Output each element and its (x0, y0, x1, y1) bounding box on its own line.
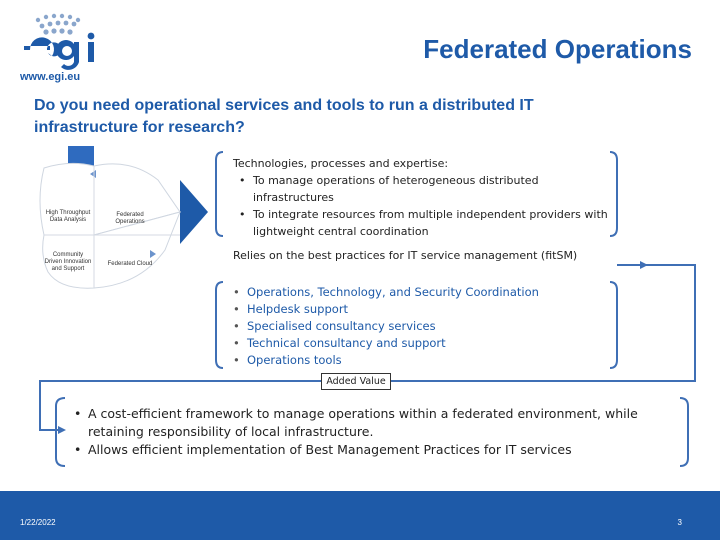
conclusion-item: • A cost-efficient framework to manage operations within a federated environment, while retaining responsibility of local infrastructure. (72, 405, 682, 441)
service-item: • Technical consultancy and support (233, 335, 613, 352)
service-item: • Helpdesk support (233, 301, 613, 318)
logo-url[interactable]: www.egi.eu (20, 71, 81, 83)
footer-date: 1/22/2022 (20, 518, 56, 527)
service-item: • Specialised consultancy services (233, 318, 613, 335)
footer-bar (0, 491, 720, 540)
right-bracket-technologies (610, 152, 617, 236)
diagram-label-federated-cloud: Federated Cloud (107, 261, 153, 267)
diagram-label-community: Community Driven Innovation and Support (44, 252, 92, 272)
diagram-label-federated-operations: Federated Operations (115, 212, 145, 225)
conclusion-item: • Allows efficient implementation of Best Management Practices for IT services (72, 441, 682, 459)
technologies-item: • To integrate resources from multiple independent providers with lightweight central coordination (233, 206, 613, 240)
left-bracket-services (216, 282, 223, 368)
added-value-box: Added Value (321, 373, 391, 390)
service-item: • Operations tools (233, 352, 613, 369)
service-item: • Operations, Technology, and Security Coordination (233, 284, 613, 301)
conclusion-list (72, 405, 682, 459)
connector-line-to-added-value (391, 265, 695, 381)
connector-arrow-icon (640, 261, 648, 269)
best-practices-text: Relies on the best practices for IT service management (fitSM) (233, 249, 578, 262)
page-number: 3 (677, 518, 682, 527)
question-heading: Do you need operational services and tools to run a distributed IT infrastructure for research? (34, 97, 534, 136)
conclusion-arrow-icon (58, 426, 66, 434)
page-title: Federated Operations (423, 34, 692, 64)
right-bracket-services (610, 282, 617, 368)
technologies-item: • To manage operations of heterogeneous distributed infrastructures (233, 172, 613, 206)
technologies-intro: Technologies, processes and expertise: (233, 157, 449, 170)
diagram-label-hta: High Throughput Data Analysis (45, 210, 91, 223)
left-bracket-technologies (216, 152, 223, 236)
